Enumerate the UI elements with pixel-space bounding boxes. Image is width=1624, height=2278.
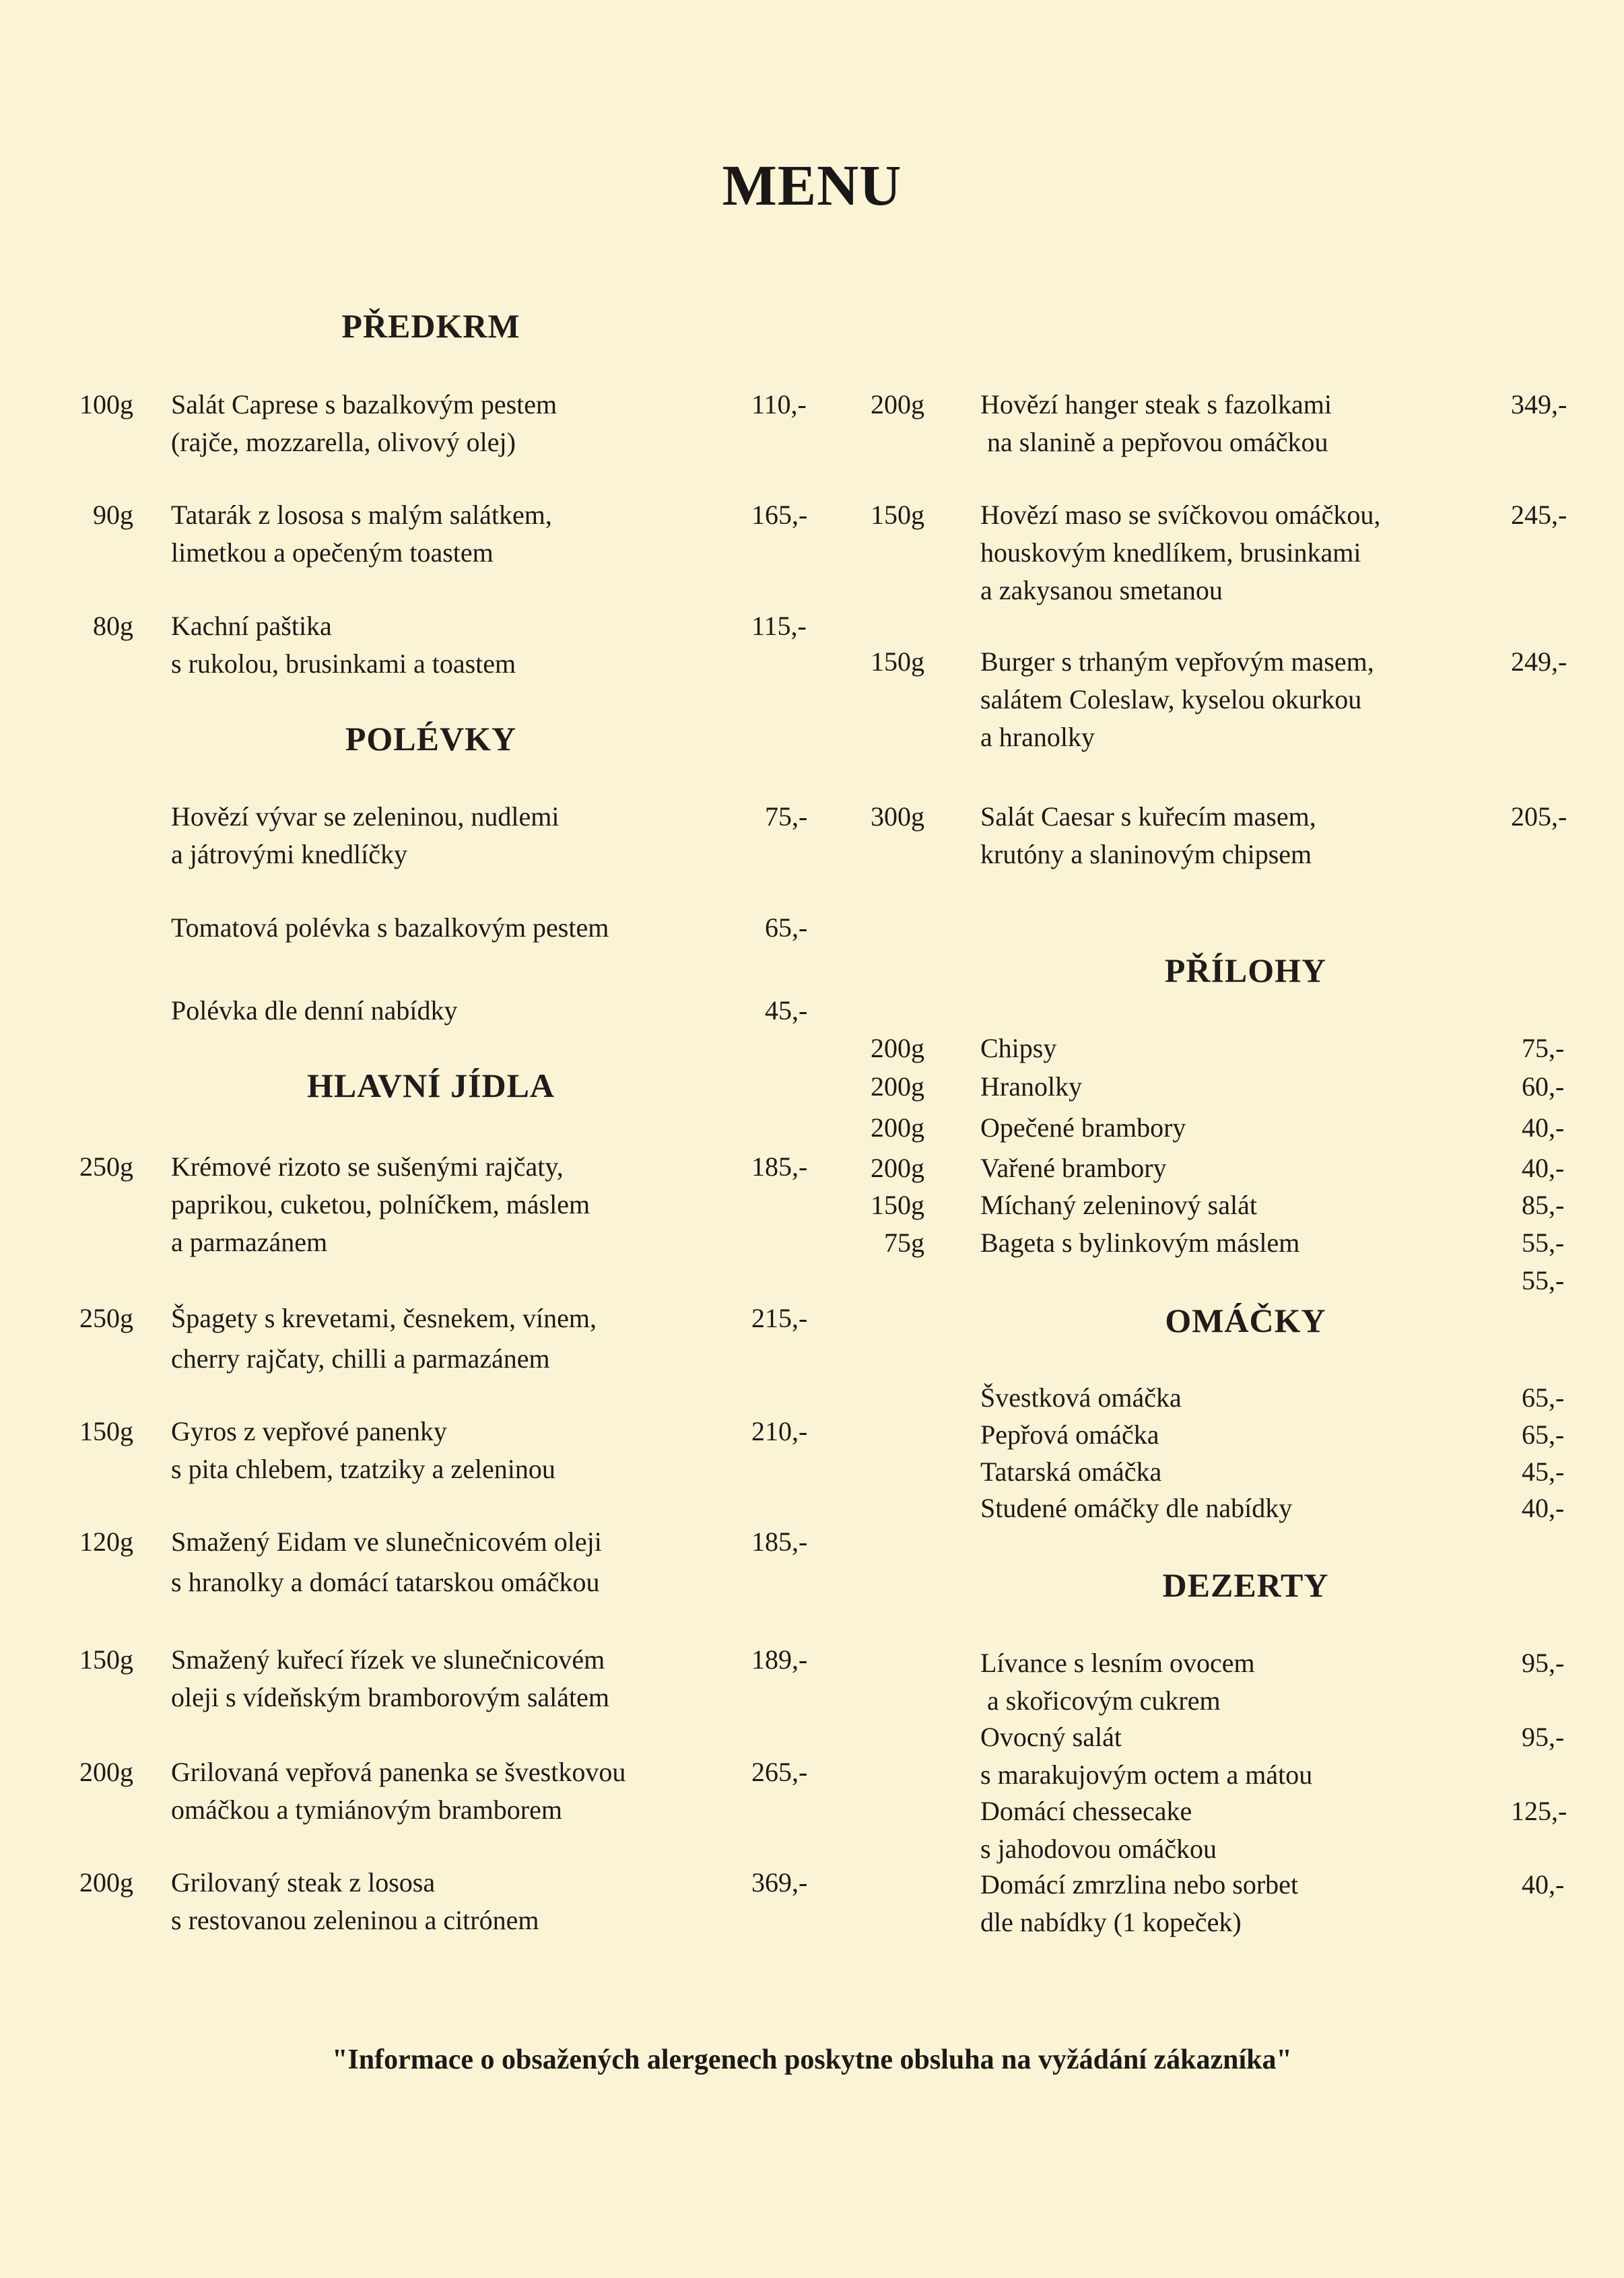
item-name: Chipsy [980,1033,1057,1063]
item-weight: 80g [93,611,133,641]
item-name: Hovězí maso se svíčkovou omáčkou, houskovým knedlíkem, brusinkami a zakysanou smetanou [980,500,1381,605]
item-weight: 200g [79,1867,133,1898]
item-weight: 200g [871,1153,924,1183]
section-title-predkrm: PŘEDKRM [341,307,520,345]
item-name: Krémové rizoto se sušenými rajčaty, paprikou, cuketou, polníčkem, máslem a parmazánem [171,1151,590,1257]
item-weight: 150g [871,1190,924,1220]
item-weight: 150g [79,1644,133,1675]
item-price: 55,- [1522,1228,1565,1258]
item-price: 210,- [751,1416,808,1446]
item-name: Salát Caesar s kuřecím masem, krutóny a slaninovým chipsem [980,801,1316,869]
item-name: Grilovaná vepřová panenka se švestkovou omáčkou a tymiánovým bramborem [171,1757,626,1825]
item-price: 65,- [1522,1382,1565,1413]
item-price: 95,- [1522,1648,1565,1678]
section-title-hlavni: HLAVNÍ JÍDLA [306,1067,555,1104]
item-name: Grilovaný steak z lososa s restovanou zeleninou a citrónem [171,1867,539,1935]
item-weight: 200g [871,1112,924,1143]
section-title-omacky: OMÁČKY [1165,1302,1326,1339]
item-price: 75,- [1522,1033,1565,1063]
item-price: 249,- [1511,646,1567,677]
item-weight: 200g [871,1033,924,1063]
item-price: 185,- [751,1151,808,1182]
item-name: Tomatová polévka s bazalkovým pestem [171,912,609,943]
item-price: 45,- [1522,1456,1565,1487]
item-price: 45,- [765,995,808,1026]
item-price: 75,- [765,801,808,832]
item-price: 40,- [1522,1869,1565,1900]
item-price: 110,- [751,389,807,420]
item-name: Tatarská omáčka [980,1456,1162,1487]
item-weight: 100g [79,389,133,420]
item-name: Lívance s lesním ovocem a skořicovým cukrem [980,1648,1255,1716]
page-title: MENU [722,153,902,217]
item-name: Vařené brambory [980,1153,1167,1183]
item-price: 40,- [1522,1493,1565,1523]
item-price: 349,- [1511,389,1567,420]
item-name: Bageta s bylinkovým máslem [980,1228,1300,1258]
item-name: Gyros z vepřové panenky s pita chlebem, tzatziky a zeleninou [171,1416,555,1484]
item-price: 55,- [1522,1265,1565,1296]
item-name: Salát Caprese s bazalkovým pestem (rajče, mozzarella, olivový olej) [171,389,557,457]
item-name: Tatarák z lososa s malým salátkem, limetkou a opečeným toastem [171,500,552,568]
item-name: Ovocný salát s marakujovým octem a mátou [980,1722,1313,1790]
item-price: 125,- [1511,1796,1567,1826]
allergen-notice: "Informace o obsažených alergenech poskytne obsluha na vyžádání zákazníka" [332,2044,1292,2075]
item-name: Pepřová omáčka [980,1419,1159,1450]
item-name: Švestková omáčka [980,1382,1182,1413]
item-name: Špagety s krevetami, česnekem, vínem, cherry rajčaty, chilli a parmazánem [171,1303,597,1374]
item-weight: 150g [79,1416,133,1446]
item-price: 185,- [751,1527,808,1557]
item-price: 115,- [751,611,807,641]
item-price: 189,- [751,1644,808,1675]
item-weight: 150g [871,500,924,530]
item-price: 95,- [1522,1722,1565,1752]
item-name: Smažený kuřecí řízek ve slunečnicovém oleji s vídeňským bramborovým salátem [171,1644,609,1712]
item-price: 65,- [1522,1419,1565,1450]
item-name: Hranolky [980,1071,1083,1102]
item-weight: 300g [871,801,924,832]
item-name: Polévka dle denní nabídky [171,995,458,1026]
item-name: Hovězí hanger steak s fazolkami na slanině a pepřovou omáčkou [980,389,1332,457]
item-weight: 200g [871,1071,924,1102]
item-name: Studené omáčky dle nabídky [980,1493,1293,1523]
item-price: 265,- [751,1757,808,1787]
item-weight: 250g [79,1303,133,1333]
section-title-polevky: POLÉVKY [345,720,517,758]
item-name: Kachní paštika s rukolou, brusinkami a toastem [171,611,516,679]
item-price: 65,- [765,912,808,943]
section-title-dezerty: DEZERTY [1162,1566,1329,1604]
item-price: 60,- [1522,1071,1565,1102]
item-price: 215,- [751,1303,808,1333]
item-weight: 250g [79,1151,133,1182]
item-weight: 75g [884,1228,924,1258]
item-price: 165,- [751,500,808,530]
item-weight: 90g [93,500,133,530]
item-name: Opečené brambory [980,1112,1186,1143]
item-price: 85,- [1522,1190,1565,1220]
item-name: Smažený Eidam ve slunečnicovém oleji s hranolky a domácí tatarskou omáčkou [171,1527,602,1597]
item-name: Míchaný zeleninový salát [980,1190,1257,1220]
section-title-prilohy: PŘÍLOHY [1164,951,1327,989]
item-price: 245,- [1511,500,1567,530]
item-price: 205,- [1511,801,1567,832]
item-name: Hovězí vývar se zeleninou, nudlemi a játrovými knedlíčky [171,801,560,869]
item-name: Domácí chessecake s jahodovou omáčkou [980,1796,1217,1864]
item-price: 40,- [1522,1153,1565,1183]
item-weight: 120g [79,1527,133,1557]
item-weight: 200g [79,1757,133,1787]
item-price: 40,- [1522,1112,1565,1143]
item-weight: 150g [871,646,924,677]
item-name: Burger s trhaným vepřovým masem, salátem Coleslaw, kyselou okurkou a hranolky [980,646,1374,752]
item-name: Domácí zmrzlina nebo sorbet dle nabídky (1 kopeček) [980,1869,1299,1937]
item-price: 369,- [751,1867,808,1898]
item-weight: 200g [871,389,924,420]
